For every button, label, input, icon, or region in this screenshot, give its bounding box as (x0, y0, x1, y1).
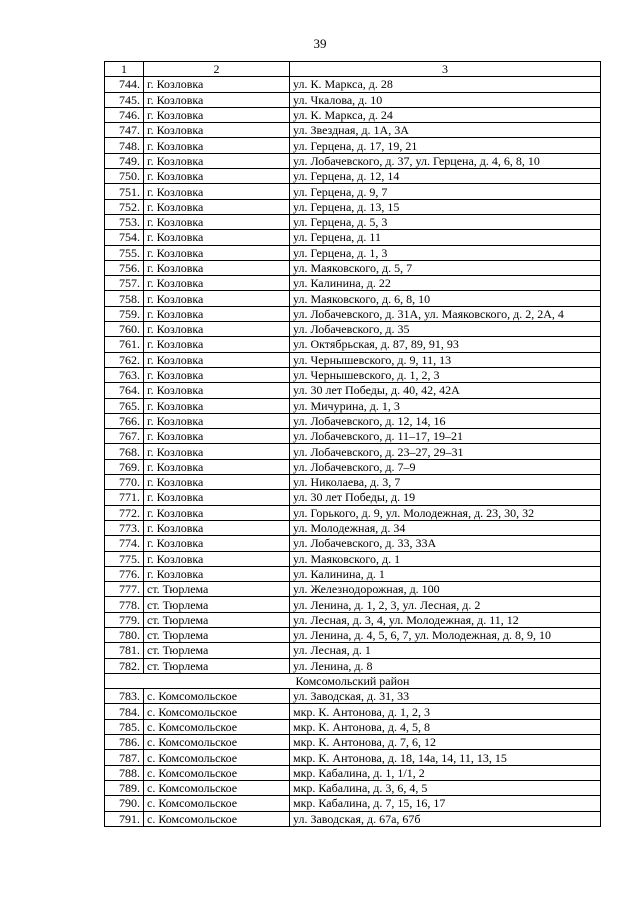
locality: г. Козловка (144, 352, 290, 367)
row-number: 787. (105, 750, 144, 765)
row-number: 775. (105, 551, 144, 566)
address: ул. Герцена, д. 13, 15 (290, 199, 601, 214)
locality: ст. Тюрлема (144, 658, 290, 673)
row-number: 774. (105, 536, 144, 551)
address: ул. Герцена, д. 11 (290, 230, 601, 245)
address: ул. Маяковского, д. 6, 8, 10 (290, 291, 601, 306)
locality: г. Козловка (144, 199, 290, 214)
address: ул. Герцена, д. 1, 3 (290, 245, 601, 260)
table-row (105, 367, 601, 382)
locality: г. Козловка (144, 107, 290, 122)
locality: г. Козловка (144, 566, 290, 581)
address: ул. Калинина, д. 22 (290, 276, 601, 291)
table-row (105, 138, 601, 153)
locality: г. Козловка (144, 398, 290, 413)
table-row (105, 627, 601, 642)
address: ул. Маяковского, д. 5, 7 (290, 260, 601, 275)
locality: с. Комсомольское (144, 735, 290, 750)
locality: г. Козловка (144, 123, 290, 138)
address: ул. Лобачевского, д. 23–27, 29–31 (290, 444, 601, 459)
row-number: 780. (105, 627, 144, 642)
page-number: 39 (313, 36, 327, 51)
table-row (105, 77, 601, 92)
locality: г. Козловка (144, 337, 290, 352)
header-col-2: 2 (144, 62, 290, 77)
table-row (105, 123, 601, 138)
table-row (105, 658, 601, 673)
row-number: 783. (105, 689, 144, 704)
address: ул. Герцена, д. 5, 3 (290, 214, 601, 229)
table-row (105, 153, 601, 168)
locality: г. Козловка (144, 520, 290, 535)
address: ул. Молодежная, д. 34 (290, 520, 601, 535)
section-row (105, 673, 601, 688)
row-number: 776. (105, 566, 144, 581)
address: ул. К. Маркса, д. 24 (290, 107, 601, 122)
table-row (105, 107, 601, 122)
address: ул. Лесная, д. 1 (290, 643, 601, 658)
row-number: 790. (105, 796, 144, 811)
table-row (105, 689, 601, 704)
locality: ст. Тюрлема (144, 627, 290, 642)
table-row (105, 704, 601, 719)
table-body (105, 77, 601, 827)
locality: г. Козловка (144, 536, 290, 551)
table-row (105, 429, 601, 444)
locality: ст. Тюрлема (144, 612, 290, 627)
locality: г. Козловка (144, 184, 290, 199)
table-row (105, 260, 601, 275)
row-number: 749. (105, 153, 144, 168)
table-row (105, 337, 601, 352)
locality: с. Комсомольское (144, 719, 290, 734)
address: мкр. К. Антонова, д. 1, 2, 3 (290, 704, 601, 719)
table-row (105, 352, 601, 367)
row-number: 747. (105, 123, 144, 138)
table-row (105, 765, 601, 780)
table-row (105, 199, 601, 214)
row-number: 762. (105, 352, 144, 367)
row-number: 766. (105, 413, 144, 428)
row-number: 760. (105, 322, 144, 337)
table-row (105, 306, 601, 321)
table-row (105, 322, 601, 337)
table-row (105, 582, 601, 597)
locality: г. Козловка (144, 444, 290, 459)
address: мкр. К. Антонова, д. 7, 6, 12 (290, 735, 601, 750)
locality: с. Комсомольское (144, 780, 290, 795)
address: ул. Лобачевского, д. 12, 14, 16 (290, 413, 601, 428)
locality: с. Комсомольское (144, 796, 290, 811)
locality: г. Козловка (144, 490, 290, 505)
locality: г. Козловка (144, 459, 290, 474)
locality: г. Козловка (144, 475, 290, 490)
locality: г. Козловка (144, 505, 290, 520)
row-number: 755. (105, 245, 144, 260)
row-number: 757. (105, 276, 144, 291)
address: ул. Калинина, д. 1 (290, 566, 601, 581)
address: ул. Николаева, д. 3, 7 (290, 475, 601, 490)
table-row (105, 643, 601, 658)
table-row (105, 214, 601, 229)
address: мкр. К. Антонова, д. 18, 14а, 14, 11, 13, 15 (290, 750, 601, 765)
locality: г. Козловка (144, 276, 290, 291)
address: ул. 30 лет Победы, д. 19 (290, 490, 601, 505)
address: ул. Лобачевского, д. 7–9 (290, 459, 601, 474)
table-row (105, 92, 601, 107)
locality: ст. Тюрлема (144, 643, 290, 658)
row-number: 759. (105, 306, 144, 321)
row-number: 763. (105, 367, 144, 382)
row-number: 782. (105, 658, 144, 673)
locality: г. Козловка (144, 92, 290, 107)
address: мкр. Кабалина, д. 7, 15, 16, 17 (290, 796, 601, 811)
locality: г. Козловка (144, 291, 290, 306)
row-number: 756. (105, 260, 144, 275)
address: ул. Маяковского, д. 1 (290, 551, 601, 566)
table-row (105, 444, 601, 459)
table-row (105, 490, 601, 505)
locality: г. Козловка (144, 169, 290, 184)
address: ул. Чкалова, д. 10 (290, 92, 601, 107)
table-row (105, 276, 601, 291)
address: ул. Горького, д. 9, ул. Молодежная, д. 23, 30, 32 (290, 505, 601, 520)
table-row (105, 719, 601, 734)
row-number: 779. (105, 612, 144, 627)
locality: г. Козловка (144, 138, 290, 153)
row-number: 767. (105, 429, 144, 444)
address: ул. Лобачевского, д. 35 (290, 322, 601, 337)
table-row (105, 750, 601, 765)
address: ул. Лобачевского, д. 33, 33А (290, 536, 601, 551)
table-row (105, 383, 601, 398)
address: ул. Заводская, д. 31, 33 (290, 689, 601, 704)
table-row (105, 291, 601, 306)
row-number: 768. (105, 444, 144, 459)
address-table (104, 61, 601, 827)
table-row (105, 413, 601, 428)
table-row (105, 475, 601, 490)
row-number: 765. (105, 398, 144, 413)
row-number: 746. (105, 107, 144, 122)
row-number: 784. (105, 704, 144, 719)
row-number: 745. (105, 92, 144, 107)
address: мкр. К. Антонова, д. 4, 5, 8 (290, 719, 601, 734)
header-col-3: 3 (290, 62, 601, 77)
address: ул. Ленина, д. 4, 5, 6, 7, ул. Молодежная, д. 8, 9, 10 (290, 627, 601, 642)
locality: с. Комсомольское (144, 765, 290, 780)
address: ул. Герцена, д. 9, 7 (290, 184, 601, 199)
table-row (105, 520, 601, 535)
address: ул. Чернышевского, д. 1, 2, 3 (290, 367, 601, 382)
row-number: 750. (105, 169, 144, 184)
row-number: 753. (105, 214, 144, 229)
row-number: 791. (105, 811, 144, 826)
row-number: 744. (105, 77, 144, 92)
header-row (105, 62, 601, 77)
row-number: 764. (105, 383, 144, 398)
locality: г. Козловка (144, 367, 290, 382)
address: мкр. Кабалина, д. 3, 6, 4, 5 (290, 780, 601, 795)
address: ул. Лесная, д. 3, 4, ул. Молодежная, д. 11, 12 (290, 612, 601, 627)
locality: ст. Тюрлема (144, 597, 290, 612)
locality: г. Козловка (144, 153, 290, 168)
locality: г. Козловка (144, 245, 290, 260)
row-number: 773. (105, 520, 144, 535)
row-number: 769. (105, 459, 144, 474)
address: мкр. Кабалина, д. 1, 1/1, 2 (290, 765, 601, 780)
table-row (105, 505, 601, 520)
locality: г. Козловка (144, 413, 290, 428)
row-number: 758. (105, 291, 144, 306)
locality: г. Козловка (144, 230, 290, 245)
row-number: 785. (105, 719, 144, 734)
table-row (105, 612, 601, 627)
row-number: 778. (105, 597, 144, 612)
table-row (105, 459, 601, 474)
table-row (105, 811, 601, 826)
row-number: 777. (105, 582, 144, 597)
table-row (105, 398, 601, 413)
row-number: 754. (105, 230, 144, 245)
row-number: 748. (105, 138, 144, 153)
table-row (105, 184, 601, 199)
address: ул. Заводская, д. 67а, 67б (290, 811, 601, 826)
address: ул. К. Маркса, д. 28 (290, 77, 601, 92)
locality: г. Козловка (144, 551, 290, 566)
row-number: 770. (105, 475, 144, 490)
address: ул. Мичурина, д. 1, 3 (290, 398, 601, 413)
locality: с. Комсомольское (144, 750, 290, 765)
header-col-1: 1 (105, 62, 144, 77)
address: ул. Лобачевского, д. 31А, ул. Маяковского, д. 2, 2А, 4 (290, 306, 601, 321)
locality: г. Козловка (144, 383, 290, 398)
row-number: 771. (105, 490, 144, 505)
row-number: 751. (105, 184, 144, 199)
table-row (105, 551, 601, 566)
locality: с. Комсомольское (144, 811, 290, 826)
locality: г. Козловка (144, 260, 290, 275)
address: ул. Звездная, д. 1А, 3А (290, 123, 601, 138)
table-row (105, 735, 601, 750)
row-number: 772. (105, 505, 144, 520)
address: ул. Герцена, д. 17, 19, 21 (290, 138, 601, 153)
section-title: Комсомольский район (105, 673, 601, 688)
table-row (105, 597, 601, 612)
address: ул. Лобачевского, д. 37, ул. Герцена, д. 4, 6, 8, 10 (290, 153, 601, 168)
locality: г. Козловка (144, 306, 290, 321)
table-row (105, 780, 601, 795)
row-number: 781. (105, 643, 144, 658)
row-number: 786. (105, 735, 144, 750)
table-row (105, 245, 601, 260)
locality: с. Комсомольское (144, 704, 290, 719)
address: ул. Чернышевского, д. 9, 11, 13 (290, 352, 601, 367)
table-row (105, 169, 601, 184)
row-number: 789. (105, 780, 144, 795)
locality: г. Козловка (144, 77, 290, 92)
address: ул. Ленина, д. 8 (290, 658, 601, 673)
row-number: 752. (105, 199, 144, 214)
locality: г. Козловка (144, 429, 290, 444)
address: ул. Ленина, д. 1, 2, 3, ул. Лесная, д. 2 (290, 597, 601, 612)
row-number: 788. (105, 765, 144, 780)
table-row (105, 230, 601, 245)
locality: ст. Тюрлема (144, 582, 290, 597)
row-number: 761. (105, 337, 144, 352)
locality: г. Козловка (144, 214, 290, 229)
locality: с. Комсомольское (144, 689, 290, 704)
locality: г. Козловка (144, 322, 290, 337)
address: ул. 30 лет Победы, д. 40, 42, 42А (290, 383, 601, 398)
address: ул. Железнодорожная, д. 100 (290, 582, 601, 597)
table-row (105, 566, 601, 581)
table-row (105, 796, 601, 811)
table-row (105, 536, 601, 551)
address: ул. Октябрьская, д. 87, 89, 91, 93 (290, 337, 601, 352)
address: ул. Герцена, д. 12, 14 (290, 169, 601, 184)
address: ул. Лобачевского, д. 11–17, 19–21 (290, 429, 601, 444)
